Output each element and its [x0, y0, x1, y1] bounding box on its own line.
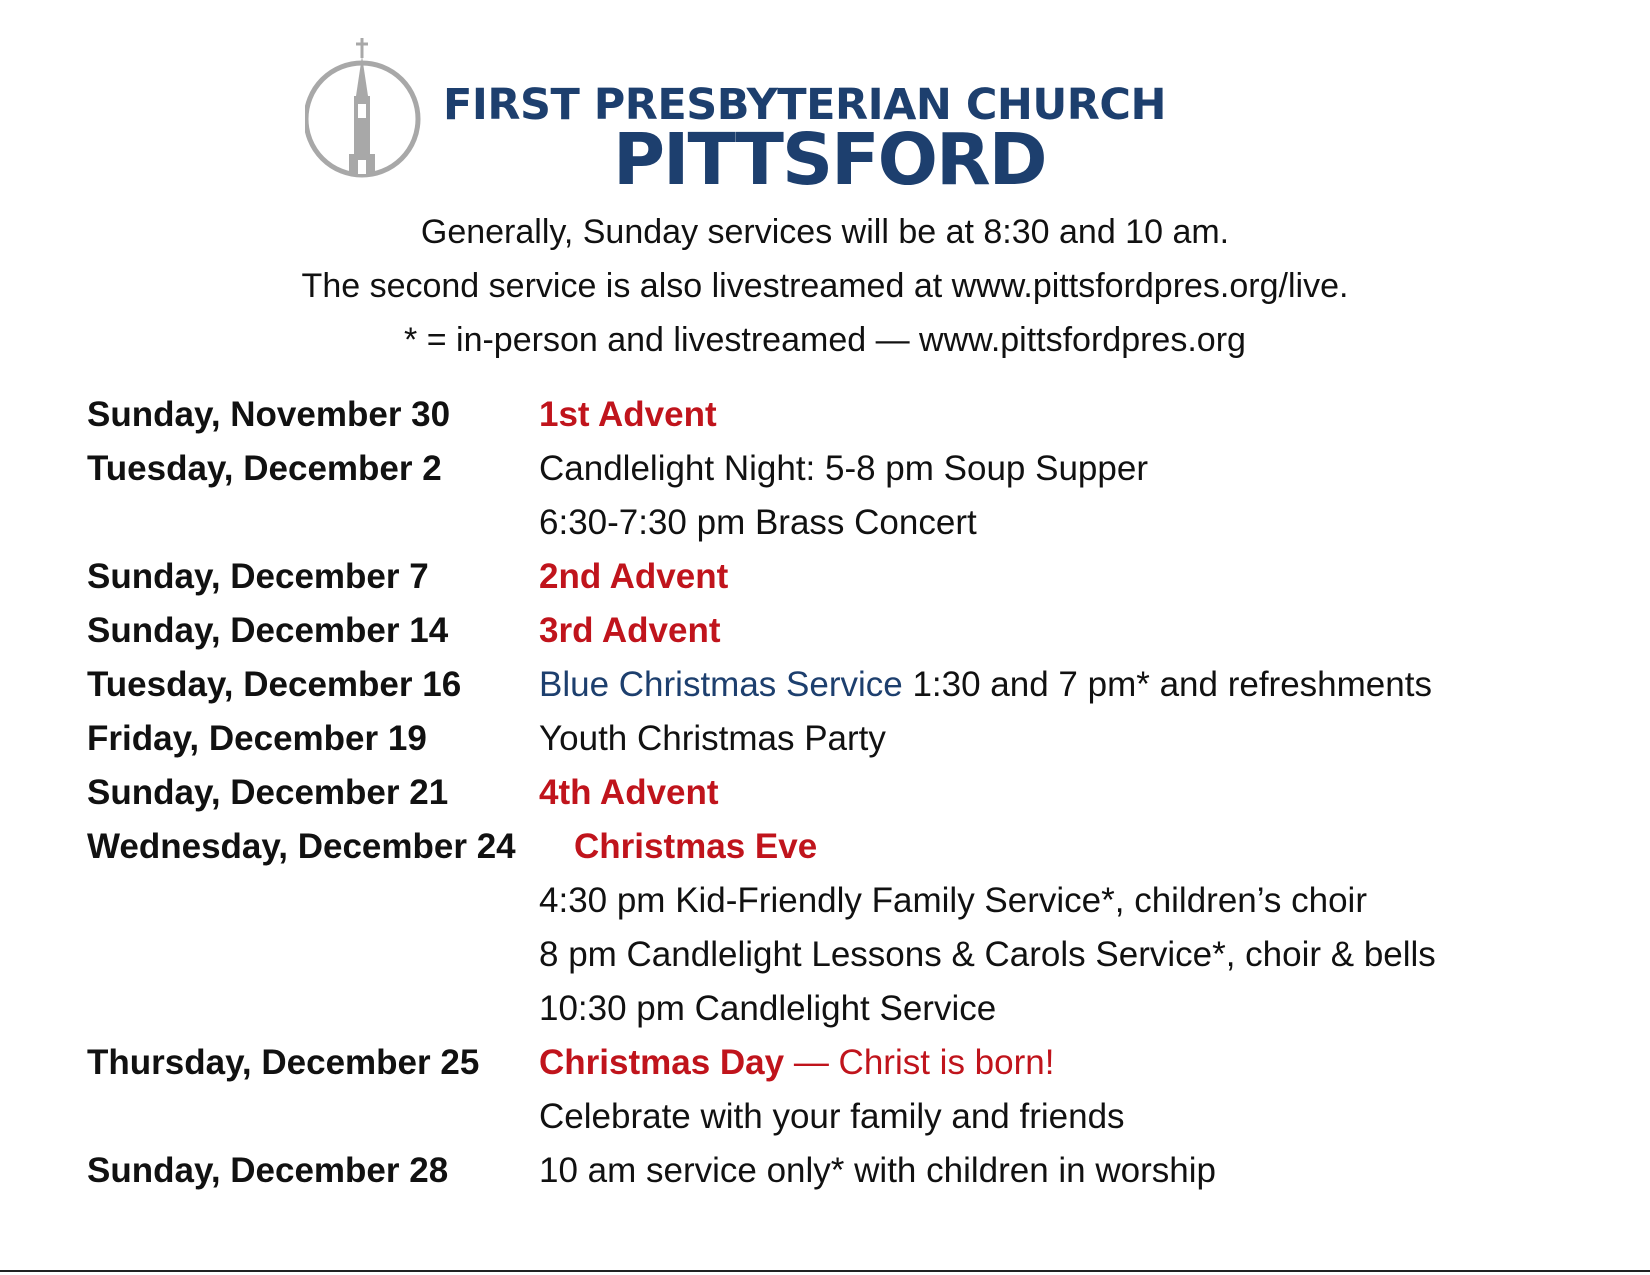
schedule-date: Sunday, December 14: [87, 611, 449, 650]
schedule-row: [87, 496, 1627, 550]
schedule-event: Christmas Eve: [574, 827, 818, 866]
church-steeple-icon: [305, 36, 440, 196]
intro-text: [0, 205, 1650, 367]
schedule-row: [87, 1036, 1627, 1090]
schedule-date: Tuesday, December 16: [87, 665, 462, 704]
schedule-event: 4th Advent: [539, 773, 719, 812]
org-name-line1: FIRST PRESBYTERIAN CHURCH: [443, 80, 1166, 130]
schedule-row: [87, 982, 1627, 1036]
schedule-event: Candlelight Night: 5-8 pm Soup Supper: [539, 449, 1148, 488]
schedule-date: Sunday, December 28: [87, 1151, 449, 1190]
schedule-date: Thursday, December 25: [87, 1043, 480, 1082]
schedule-date: Sunday, December 21: [87, 773, 449, 812]
schedule-event: 8 pm Candlelight Lessons & Carols Service*, choir & bells: [539, 935, 1436, 974]
schedule-list: [87, 388, 1627, 1198]
schedule-event: 6:30-7:30 pm Brass Concert: [539, 503, 977, 542]
schedule-row: [87, 928, 1627, 982]
schedule-row: [87, 766, 1627, 820]
bottom-divider: [0, 1270, 1650, 1272]
schedule-event: 1st Advent: [539, 395, 717, 434]
blue-christmas-label: Blue Christmas Service: [539, 665, 903, 704]
schedule-date: Sunday, November 30: [87, 395, 451, 434]
schedule-event: 10 am service only* with children in worship: [539, 1151, 1216, 1190]
schedule-date: Tuesday, December 2: [87, 449, 442, 488]
schedule-event: [539, 1036, 1054, 1090]
schedule-event: Youth Christmas Party: [539, 719, 886, 758]
schedule-row: [87, 388, 1627, 442]
schedule-date: Wednesday, December 24: [87, 827, 516, 866]
schedule-event: [539, 658, 1432, 712]
intro-line-3: * = in-person and livestreamed — www.pittsfordpres.org: [404, 321, 1246, 359]
schedule-event: 3rd Advent: [539, 611, 721, 650]
schedule-row: [87, 658, 1627, 712]
schedule-row: [87, 604, 1627, 658]
schedule-event: 4:30 pm Kid-Friendly Family Service*, children’s choir: [539, 881, 1367, 920]
christmas-day-label: Christmas Day: [539, 1043, 785, 1082]
schedule-row: [87, 1090, 1627, 1144]
schedule-date: Sunday, December 7: [87, 557, 429, 596]
header: [305, 36, 1225, 201]
schedule-event-detail: — Christ is born!: [784, 1043, 1055, 1082]
schedule-row: [87, 874, 1627, 928]
schedule-row: [87, 550, 1627, 604]
schedule-event: 2nd Advent: [539, 557, 729, 596]
schedule-row: [87, 1144, 1627, 1198]
schedule-event: Celebrate with your family and friends: [539, 1097, 1125, 1136]
schedule-row: [87, 712, 1627, 766]
schedule-event-detail: 1:30 and 7 pm* and refreshments: [902, 665, 1432, 704]
org-name-line2: PITTSFORD: [613, 118, 1046, 201]
intro-line-2: The second service is also livestreamed at www.pittsfordpres.org/live.: [301, 267, 1349, 305]
schedule-date: Friday, December 19: [87, 719, 427, 758]
intro-line-1: Generally, Sunday services will be at 8:30 and 10 am.: [420, 213, 1230, 251]
schedule-event: 10:30 pm Candlelight Service: [539, 989, 997, 1028]
schedule-row: [87, 820, 1627, 874]
schedule-row: [87, 442, 1627, 496]
